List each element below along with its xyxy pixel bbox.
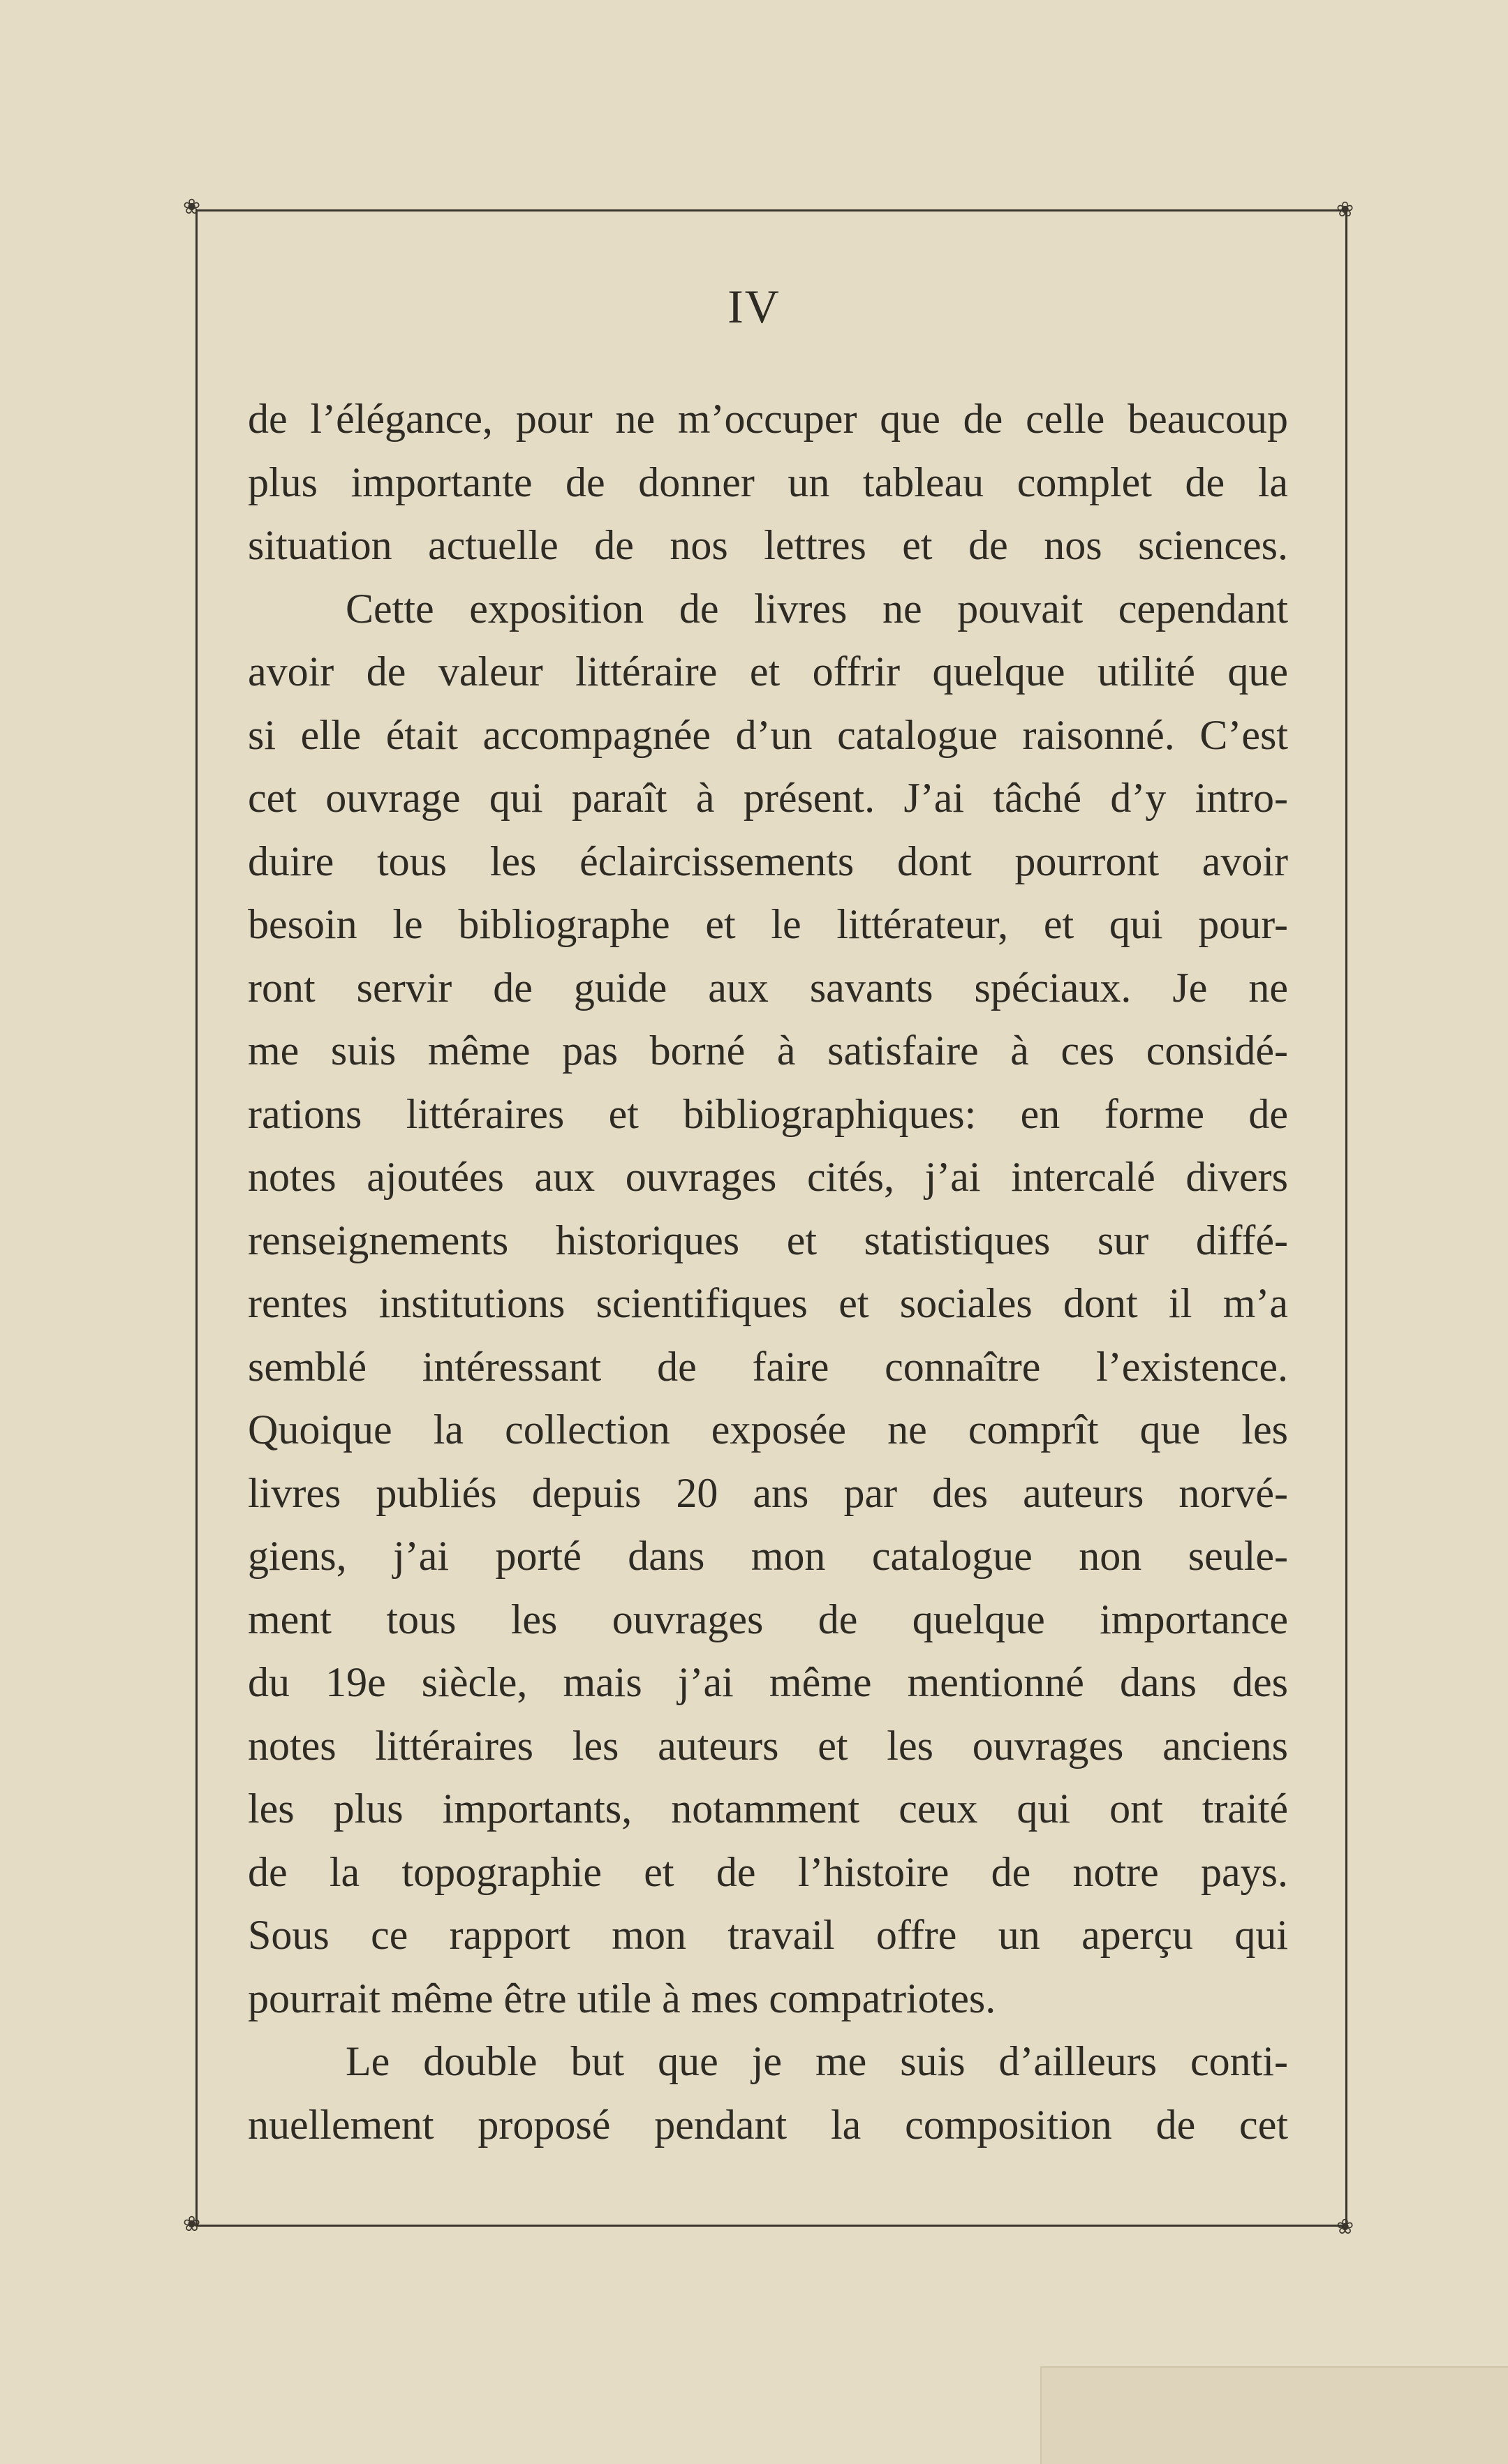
- text-line: de l’élégance, pour ne m’occuper que de celle beaucoup: [248, 396, 1288, 442]
- text-line: rentes institutions scientifiques et sociales dont il m’a: [248, 1280, 1288, 1326]
- text-line: me suis même pas borné à satisfaire à ces considé-: [248, 1027, 1288, 1074]
- page-number: IV: [727, 280, 781, 333]
- corner-ornament-top-right-icon: ❀: [1336, 198, 1354, 222]
- text-line: livres publiés depuis 20 ans par des auteurs norvé-: [248, 1469, 1288, 1516]
- text-line: renseignements historiques et statistiques sur diffé-: [248, 1217, 1288, 1263]
- text-line: semblé intéressant de faire connaître l’existence.: [248, 1343, 1288, 1390]
- text-line: Le double but que je me suis d’ailleurs conti-: [346, 2038, 1288, 2084]
- text-line: du 19e siècle, mais j’ai même mentionné dans des: [248, 1659, 1288, 1705]
- page-edge-shadow: [1040, 2366, 1508, 2464]
- text-line: les plus importants, notamment ceux qui ont traité: [248, 1786, 1288, 1832]
- text-line: si elle était accompagnée d’un catalogue raisonné. C’est: [248, 711, 1288, 758]
- text-line: besoin le bibliographe et le littérateur, et qui pour-: [248, 901, 1288, 947]
- text-line: Cette exposition de livres ne pouvait cependant: [346, 585, 1288, 632]
- text-line: Quoique la collection exposée ne comprît que les: [248, 1407, 1288, 1453]
- text-line: Sous ce rapport mon travail offre un aperçu qui: [248, 1912, 1288, 1958]
- text-line: nuellement proposé pendant la composition de cet: [248, 2101, 1288, 2148]
- text-line: de la topographie et de l’histoire de notre pays.: [248, 1848, 1288, 1895]
- text-line: notes ajoutées aux ouvrages cités, j’ai intercalé divers: [248, 1154, 1288, 1200]
- corner-ornament-bottom-right-icon: ❀: [1336, 2215, 1354, 2239]
- text-line: duire tous les éclaircissements dont pourront avoir: [248, 838, 1288, 884]
- corner-ornament-bottom-left-icon: ❀: [183, 2212, 201, 2236]
- corner-ornament-top-left-icon: ❀: [183, 195, 201, 219]
- text-line: ront servir de guide aux savants spéciaux. Je ne: [248, 964, 1288, 1011]
- text-line: ment tous les ouvrages de quelque importance: [248, 1596, 1288, 1642]
- text-line: notes littéraires les auteurs et les ouvrages anciens: [248, 1722, 1288, 1769]
- text-line: avoir de valeur littéraire et offrir quelque utilité que: [248, 648, 1288, 695]
- body-text: [248, 387, 1288, 2156]
- text-line: situation actuelle de nos lettres et de nos sciences.: [248, 522, 1288, 568]
- text-line: pourrait même être utile à mes compatriotes.: [248, 1975, 996, 2021]
- text-line: giens, j’ai porté dans mon catalogue non seule-: [248, 1533, 1288, 1579]
- text-line: plus importante de donner un tableau complet de la: [248, 459, 1288, 505]
- text-line: cet ouvrage qui paraît à présent. J’ai tâché d’y intro-: [248, 775, 1288, 821]
- text-line: rations littéraires et bibliographiques: en forme de: [248, 1090, 1288, 1137]
